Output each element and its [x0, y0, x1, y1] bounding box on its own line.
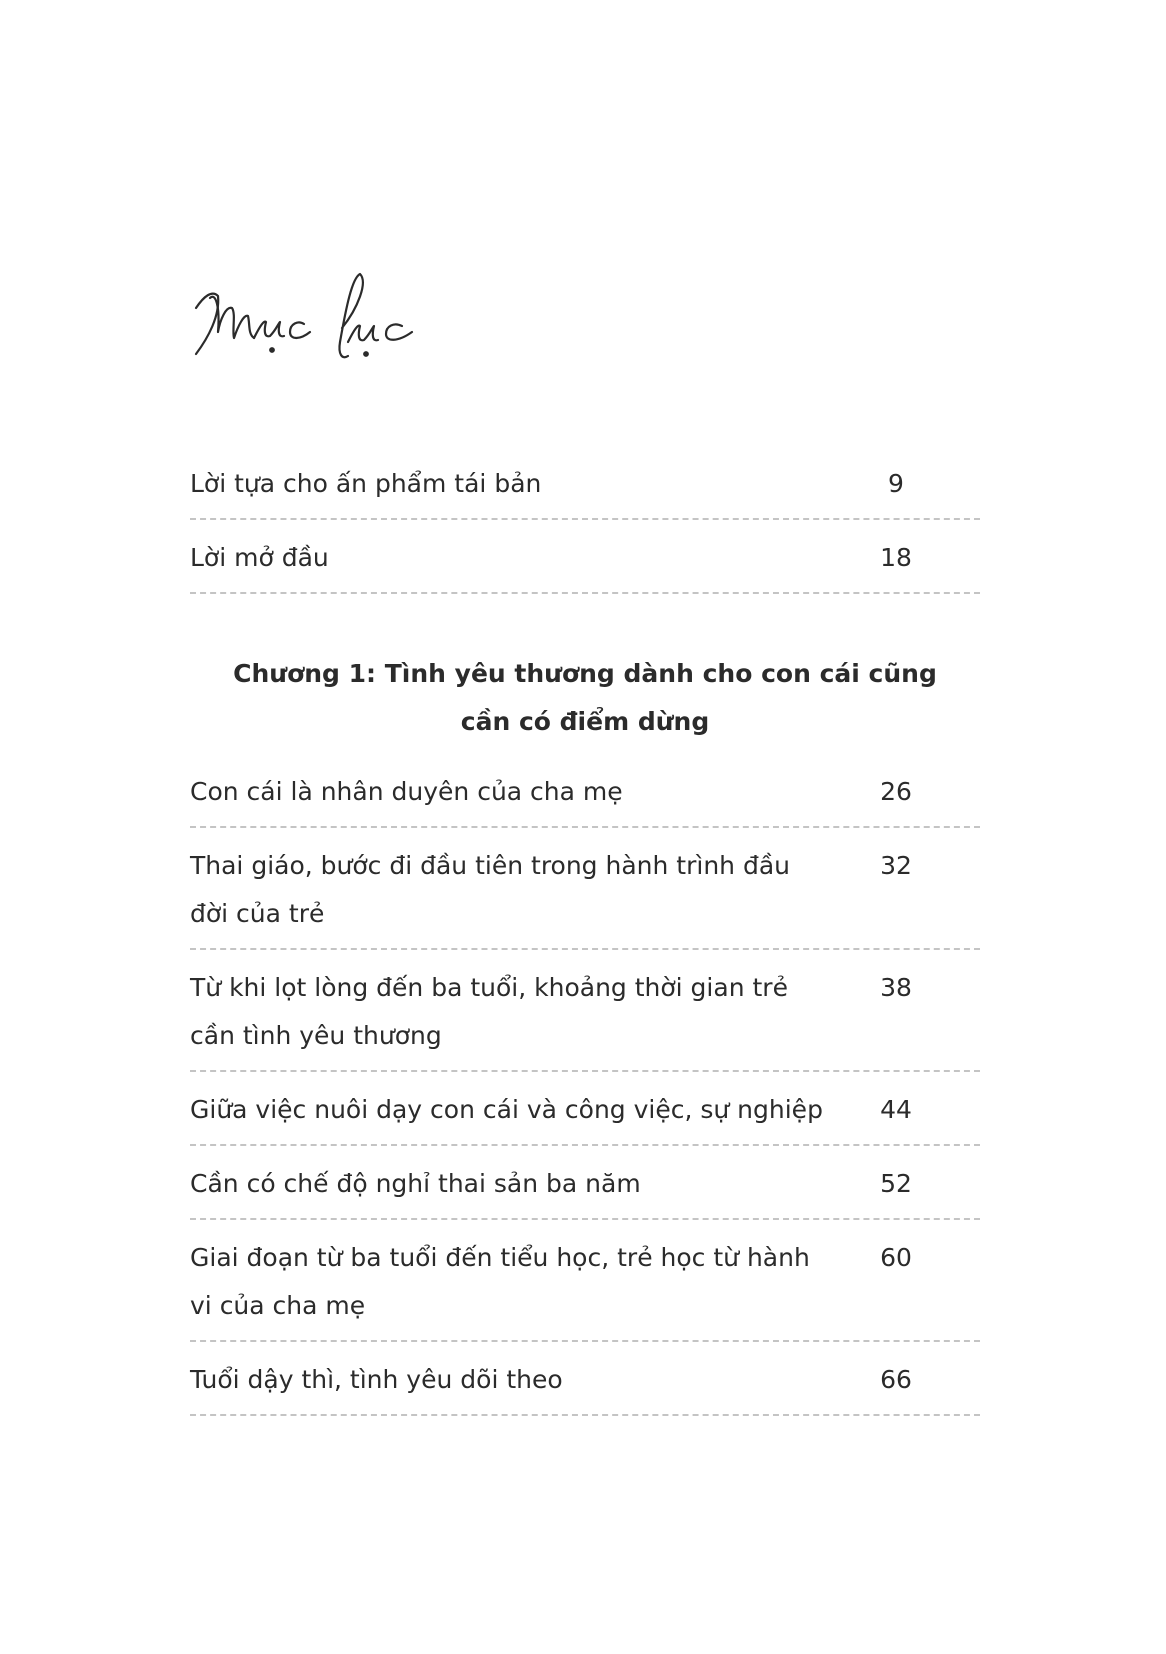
toc-entry-title: Cần có chế độ nghỉ thai sản ba năm — [190, 1169, 641, 1198]
toc-entry-page: 60 — [880, 1243, 912, 1272]
chapter-heading-line-1: Chương 1: Tình yêu thương dành cho con cái cũng — [233, 659, 937, 688]
toc-entry-title: Lời tựa cho ấn phẩm tái bản — [190, 469, 542, 498]
toc-entry-title: Giai đoạn từ ba tuổi đến tiểu học, trẻ học từ hành vi của cha mẹ — [190, 1243, 810, 1320]
handwritten-title-graphic — [190, 268, 450, 388]
page-title — [190, 268, 450, 388]
toc-entry[interactable] — [190, 1160, 980, 1220]
toc-entry[interactable] — [190, 1086, 980, 1146]
toc-entry-page: 44 — [880, 1095, 912, 1124]
toc-entry[interactable] — [190, 842, 980, 950]
toc-entry-page: 38 — [880, 973, 912, 1002]
toc-entry[interactable] — [190, 1356, 980, 1416]
chapter-entry-list — [190, 768, 980, 1416]
toc-entry-title: Từ khi lọt lòng đến ba tuổi, khoảng thời gian trẻ cần tình yêu thương — [190, 973, 788, 1050]
toc-entry[interactable] — [190, 534, 980, 594]
toc-entry-title: Tuổi dậy thì, tình yêu dõi theo — [190, 1365, 563, 1394]
toc-entry[interactable] — [190, 460, 980, 520]
toc-entry-page: 32 — [880, 851, 912, 880]
toc-entry[interactable] — [190, 1234, 980, 1342]
toc-entry-page: 9 — [888, 469, 904, 498]
toc-entry-title: Thai giáo, bước đi đầu tiên trong hành trình đầu đời của trẻ — [190, 851, 790, 928]
toc-entry-title: Con cái là nhân duyên của cha mẹ — [190, 777, 623, 806]
toc-entry-page: 66 — [880, 1365, 912, 1394]
chapter-heading-line-2: cần có điểm dừng — [460, 707, 710, 736]
toc-entry-page: 18 — [880, 543, 912, 572]
chapter-heading — [190, 650, 980, 746]
toc-entry-page: 52 — [880, 1169, 912, 1198]
toc-entry-page: 26 — [880, 777, 912, 806]
toc-entry-title: Giữa việc nuôi dạy con cái và công việc, sự nghiệp — [190, 1095, 823, 1124]
front-matter-list — [190, 460, 980, 594]
toc-entry[interactable] — [190, 768, 980, 828]
toc-entry[interactable] — [190, 964, 980, 1072]
toc-entry-title: Lời mở đầu — [190, 543, 329, 572]
